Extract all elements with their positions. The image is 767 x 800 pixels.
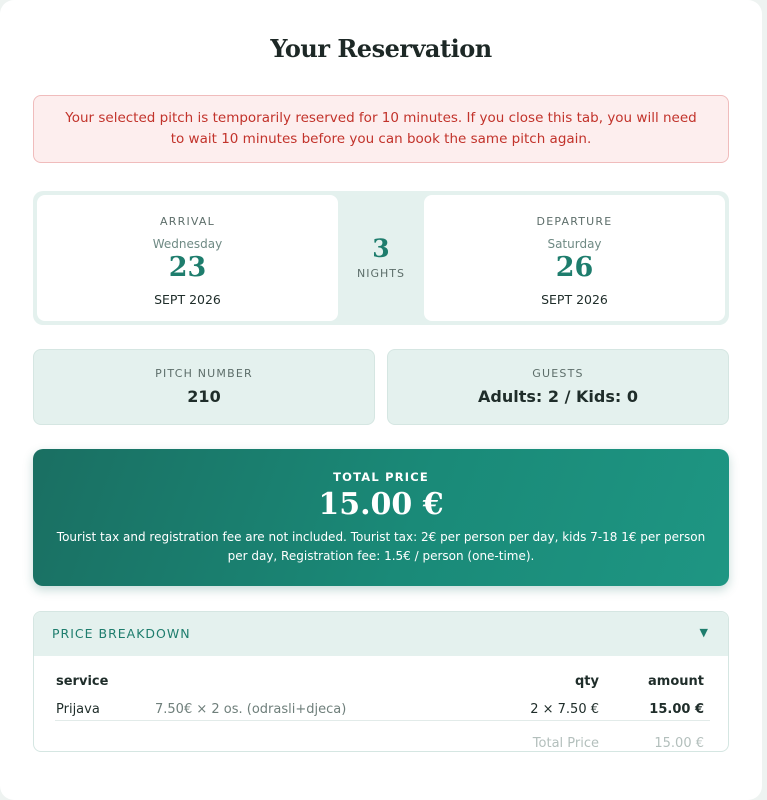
stay-dates-panel: [33, 191, 729, 325]
price-breakdown-toggle[interactable]: [34, 612, 728, 656]
chevron-down-icon: ▼: [699, 626, 708, 639]
departure-weekday: Saturday: [547, 237, 602, 251]
guests-value: Adults: 2 / Kids: 0: [478, 387, 638, 406]
row-service: Prijava: [56, 702, 100, 717]
pitch-number-value: 210: [187, 387, 221, 406]
arrival-date-card: [37, 195, 338, 321]
guests-label: GUESTS: [532, 367, 584, 380]
arrival-weekday: Wednesday: [152, 237, 223, 251]
nights-count: [342, 231, 420, 280]
pitch-number-label: PITCH NUMBER: [155, 367, 253, 380]
departure-day: 26: [555, 252, 594, 283]
table-header-row: [56, 668, 706, 696]
total-price-value: 15.00 €: [318, 487, 444, 522]
footer-label: Total Price: [532, 736, 599, 751]
price-breakdown-panel: [33, 611, 729, 752]
header-amount: amount: [648, 674, 704, 689]
arrival-day: 23: [168, 252, 207, 283]
departure-date-card: [424, 195, 725, 321]
pitch-number-card: [33, 349, 375, 425]
arrival-month-year: SEPT 2026: [154, 292, 221, 307]
page-title: Your Reservation: [270, 34, 492, 63]
arrival-label: ARRIVAL: [160, 215, 215, 228]
row-qty: 2 × 7.50 €: [530, 702, 599, 717]
nights-number: 3: [372, 234, 390, 263]
row-description: 7.50€ × 2 os. (odrasli+djeca): [155, 702, 347, 717]
table-divider: [55, 720, 710, 721]
header-qty: qty: [575, 674, 599, 689]
reservation-hold-alert: Your selected pitch is temporarily reserved for 10 minutes. If you close this tab, you will need to wait 10 minutes before you can book the same pitch again.: [33, 95, 729, 163]
row-amount: 15.00 €: [649, 702, 704, 717]
departure-month-year: SEPT 2026: [541, 292, 608, 307]
footer-amount: 15.00 €: [654, 736, 704, 751]
table-footer-row: [56, 730, 706, 752]
price-breakdown-table: [56, 668, 706, 752]
guests-card: [387, 349, 729, 425]
total-price-banner: [33, 449, 729, 586]
nights-label: NIGHTS: [357, 267, 405, 280]
departure-label: DEPARTURE: [536, 215, 613, 228]
price-breakdown-title: PRICE BREAKDOWN: [52, 626, 191, 641]
header-service: service: [56, 674, 109, 689]
total-price-label: TOTAL PRICE: [333, 470, 429, 484]
total-price-note: Tourist tax and registration fee are not included. Tourist tax: 2€ per person per day, kids 7-18 1€ per person per day, Registration fee: 1.5€ / person (one-time).: [56, 530, 706, 563]
